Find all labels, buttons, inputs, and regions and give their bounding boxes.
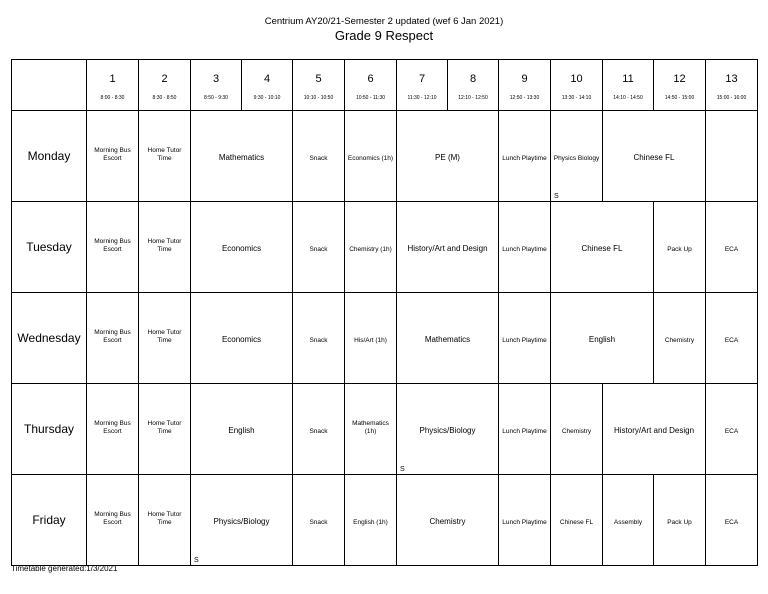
timetable-title: Grade 9 Respect <box>334 28 434 43</box>
period-time: 14:10 - 14:50 <box>613 95 643 101</box>
lesson-text: Chinese FL <box>633 153 675 162</box>
lesson-text: Physics/Biology <box>213 517 270 526</box>
day-label <box>12 475 87 566</box>
lesson-text: Home Tutor Time <box>147 420 182 435</box>
lesson-text: Mathematics (1h) <box>352 420 389 435</box>
day-row-monday <box>12 111 758 202</box>
lesson-text: Morning Bus Escort <box>94 238 131 253</box>
lesson-cell <box>551 111 603 202</box>
lesson-text: Economics <box>221 335 262 344</box>
generated-footer: Timetable generated:1/3/2021 <box>11 564 118 573</box>
lesson-text: Morning Bus Escort <box>94 329 131 344</box>
day-row-friday <box>12 475 758 566</box>
period-header <box>499 60 551 111</box>
lesson-cell <box>191 384 293 475</box>
lesson-text: Home Tutor Time <box>147 511 182 526</box>
lesson-text: Snack <box>309 428 328 435</box>
lesson-cell <box>139 111 191 202</box>
lesson-text: Mathematics <box>218 153 265 162</box>
timetable-grid <box>11 59 758 566</box>
lesson-cell <box>191 111 293 202</box>
lesson-cell <box>706 202 758 293</box>
lesson-cell <box>603 111 706 202</box>
lesson-marker: S <box>554 193 559 200</box>
lesson-cell <box>551 475 603 566</box>
lesson-text: Pack Up <box>667 246 692 253</box>
lesson-text: Lunch Playtime <box>502 337 547 344</box>
lesson-cell <box>345 384 397 475</box>
lesson-cell <box>551 202 654 293</box>
lesson-text: Snack <box>309 246 328 253</box>
lesson-text: ECA <box>724 246 739 253</box>
period-header <box>293 60 345 111</box>
period-time: 8:00 - 8:30 <box>100 95 125 101</box>
lesson-cell <box>654 202 706 293</box>
lesson-text: Snack <box>309 155 328 162</box>
lesson-text: Home Tutor Time <box>147 329 182 344</box>
lesson-text: Chemistry (1h) <box>349 246 392 253</box>
period-header <box>448 60 499 111</box>
lesson-cell <box>191 475 293 566</box>
lesson-text: Chinese FL <box>559 519 594 526</box>
lesson-text: Morning Bus Escort <box>94 511 131 526</box>
lesson-text: Physics Biology <box>553 155 600 162</box>
day-row-tuesday <box>12 202 758 293</box>
lesson-text: ECA <box>724 337 739 344</box>
lesson-cell <box>499 475 551 566</box>
lesson-text: His/Art (1h) <box>354 337 387 344</box>
lesson-text: PE (M) <box>435 153 460 162</box>
lesson-cell <box>603 475 654 566</box>
day-name: Monday <box>27 149 71 163</box>
lesson-text: English <box>588 335 616 344</box>
lesson-text: ECA <box>724 519 739 526</box>
day-name: Thursday <box>23 422 75 436</box>
lesson-text: Lunch Playtime <box>502 246 547 253</box>
lesson-text: Pack Up <box>667 519 692 526</box>
lesson-text: Physics/Biology <box>419 426 476 435</box>
period-time: 15:00 - 16:00 <box>716 95 747 101</box>
day-name: Friday <box>32 513 66 527</box>
lesson-cell <box>397 475 499 566</box>
lesson-cell <box>654 293 706 384</box>
corner-cell <box>12 60 87 111</box>
lesson-text: English (1h) <box>353 519 388 526</box>
period-header <box>654 60 706 111</box>
lesson-cell <box>551 384 603 475</box>
period-time: 10:50 - 11:30 <box>355 95 386 101</box>
period-time: 13:30 - 14:10 <box>561 95 592 101</box>
period-number: 13 <box>725 73 738 85</box>
lesson-marker: S <box>400 466 405 473</box>
lesson-cell <box>139 293 191 384</box>
day-label <box>12 293 87 384</box>
lesson-text: Chemistry <box>429 517 466 526</box>
lesson-text: Home Tutor Time <box>147 147 182 162</box>
day-row-wednesday <box>12 293 758 384</box>
lesson-cell <box>397 293 499 384</box>
lesson-text: Chemistry <box>664 337 695 344</box>
period-time: 14:50 - 15:00 <box>664 95 695 101</box>
lesson-cell-empty <box>706 111 758 202</box>
period-header <box>397 60 448 111</box>
day-row-thursday <box>12 384 758 475</box>
period-number: 3 <box>212 73 220 85</box>
lesson-cell <box>87 111 139 202</box>
period-number: 6 <box>367 73 374 85</box>
lesson-text: History/Art and Design <box>613 426 695 435</box>
lesson-text: Morning Bus Escort <box>94 420 131 435</box>
period-number: 4 <box>263 73 271 85</box>
lesson-cell <box>293 111 345 202</box>
day-label <box>12 384 87 475</box>
period-header <box>242 60 293 111</box>
day-label <box>12 111 87 202</box>
period-number: 11 <box>622 73 634 85</box>
period-header <box>603 60 654 111</box>
lesson-cell <box>603 384 706 475</box>
timetable-subtitle: Centrium AY20/21-Semester 2 updated (wef 6 Jan 2021) <box>264 16 504 27</box>
title-block <box>0 16 768 44</box>
period-header <box>345 60 397 111</box>
period-header-row <box>12 60 758 111</box>
lesson-cell <box>654 475 706 566</box>
period-number: 10 <box>570 73 583 85</box>
period-header <box>551 60 603 111</box>
lesson-cell <box>397 111 499 202</box>
lesson-cell <box>87 293 139 384</box>
period-time: 12:10 - 12:50 <box>458 95 488 101</box>
period-time: 9:30 - 10:10 <box>253 95 281 101</box>
lesson-text: English <box>228 426 255 435</box>
lesson-text: Lunch Playtime <box>502 428 547 435</box>
period-number: 2 <box>161 73 168 85</box>
period-time: 11:30 - 12:10 <box>407 95 437 101</box>
lesson-cell <box>139 384 191 475</box>
lesson-text: ECA <box>724 428 739 435</box>
lesson-text: Lunch Playtime <box>502 155 547 162</box>
period-number: 8 <box>469 73 477 85</box>
lesson-cell <box>293 384 345 475</box>
lesson-text: Chinese FL <box>581 244 623 253</box>
lesson-cell <box>499 384 551 475</box>
period-number: 7 <box>418 73 426 85</box>
period-time: 8:50 - 9:30 <box>204 95 228 101</box>
period-time: 10:10 - 10:50 <box>303 95 334 101</box>
lesson-cell <box>706 475 758 566</box>
lesson-text: Snack <box>309 337 328 344</box>
period-number: 1 <box>109 73 116 85</box>
lesson-cell <box>397 384 499 475</box>
period-number: 5 <box>315 73 322 85</box>
lesson-text: Chemistry <box>561 428 592 435</box>
period-time: 12:50 - 13:30 <box>509 95 540 101</box>
period-header <box>706 60 758 111</box>
period-header <box>139 60 191 111</box>
lesson-text: Economics <box>221 244 262 253</box>
lesson-text: Mathematics <box>424 335 471 344</box>
lesson-cell <box>345 293 397 384</box>
day-name: Tuesday <box>26 240 72 254</box>
period-header <box>87 60 139 111</box>
period-header <box>191 60 242 111</box>
lesson-cell <box>345 475 397 566</box>
lesson-cell <box>293 202 345 293</box>
lesson-cell <box>706 384 758 475</box>
period-number: 12 <box>673 73 686 85</box>
lesson-cell <box>293 475 345 566</box>
lesson-text: Morning Bus Escort <box>94 147 131 162</box>
lesson-cell <box>87 384 139 475</box>
lesson-text: History/Art and Design <box>407 244 488 253</box>
lesson-cell <box>706 293 758 384</box>
lesson-cell <box>499 293 551 384</box>
lesson-cell <box>293 293 345 384</box>
lesson-cell <box>191 293 293 384</box>
lesson-cell <box>499 202 551 293</box>
lesson-marker: S <box>194 557 199 564</box>
lesson-text: Economics (1h) <box>347 155 394 162</box>
lesson-cell <box>345 111 397 202</box>
lesson-text: Snack <box>309 519 328 526</box>
day-label <box>12 202 87 293</box>
lesson-cell <box>551 293 654 384</box>
lesson-text: Assembly <box>613 519 643 526</box>
lesson-cell <box>499 111 551 202</box>
day-name: Wednesday <box>17 331 81 345</box>
period-time: 8:30 - 8:50 <box>152 95 177 101</box>
lesson-cell <box>345 202 397 293</box>
lesson-cell <box>139 202 191 293</box>
lesson-cell <box>397 202 499 293</box>
lesson-cell <box>191 202 293 293</box>
lesson-cell <box>87 475 139 566</box>
lesson-text: Lunch Playtime <box>502 519 547 526</box>
lesson-cell <box>139 475 191 566</box>
lesson-cell <box>87 202 139 293</box>
lesson-text: Home Tutor Time <box>147 238 182 253</box>
period-number: 9 <box>521 73 528 85</box>
